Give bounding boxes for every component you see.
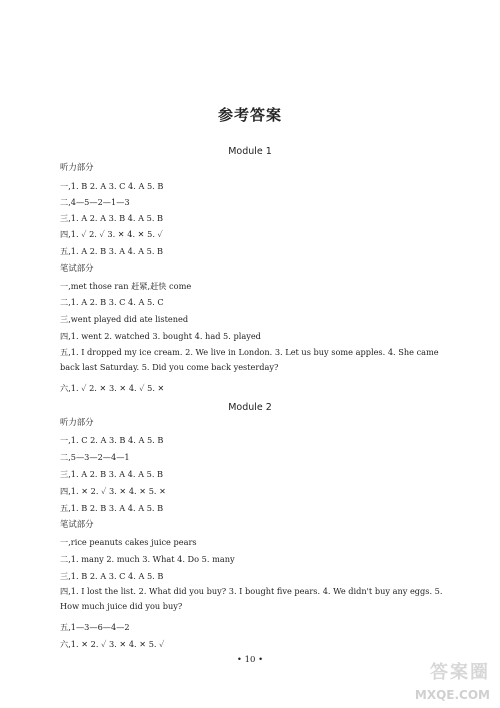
watermark-logo xyxy=(378,658,490,702)
m2-writing-4: 四,1. I lost the list. 2. What did you buy? 3. I bought five pears. 4. We didn't buy any eggs. 5. How much juice did you buy? xyxy=(60,586,443,611)
m2-writing-3: 三,1. B 2. A 3. C 4. A 5. B xyxy=(60,571,164,581)
m2-writing-2: 二,1. many 2. much 3. What 4. Do 5. many xyxy=(60,554,235,564)
m2-writing-5: 五,1—3—6—4—2 xyxy=(60,622,130,632)
m1-writing-4: 四,1. went 2. watched 3. bought 4. had 5. played xyxy=(60,331,261,341)
m2-listening-1: 一,1. C 2. A 3. B 4. A 5. B xyxy=(60,435,164,445)
m1-writing-heading: 笔试部分 xyxy=(60,263,94,273)
module-2-heading: Module 2 xyxy=(228,402,272,413)
m1-listening-2: 二,4—5—2—1—3 xyxy=(60,197,130,207)
m2-writing-heading: 笔试部分 xyxy=(60,519,94,529)
m2-listening-3: 三,1. A 2. B 3. A 4. A 5. B xyxy=(60,469,164,479)
m2-writing-6: 六,1. ✕ 2. ✓ 3. ✕ 4. ✕ 5. ✓ xyxy=(60,639,165,649)
m2-listening-2: 二,5—3—2—4—1 xyxy=(60,452,130,462)
m1-listening-4: 四,1. ✓ 2. ✓ 3. ✕ 4. ✕ 5. ✓ xyxy=(60,229,163,239)
m1-writing-3: 三,went played did ate listened xyxy=(60,314,189,324)
m2-listening-5: 五,1. B 2. B 3. A 4. A 5. B xyxy=(60,503,164,513)
m2-listening-heading: 听力部分 xyxy=(60,417,94,427)
module-1-heading: Module 1 xyxy=(228,146,272,157)
m1-listening-1: 一,1. B 2. A 3. C 4. A 5. B xyxy=(60,181,164,191)
page-number: • 10 • xyxy=(236,655,264,665)
m1-writing-1: 一,met those ran 赶紧,赶快 come xyxy=(60,281,192,291)
m1-writing-5: 五,1. I dropped my ice cream. 2. We live in London. 3. Let us buy some apples. 4. She came back last Saturday. 5. Did you come back yesterday? xyxy=(60,347,439,372)
m1-listening-heading: 听力部分 xyxy=(60,162,94,172)
m2-listening-4: 四,1. ✕ 2. ✓ 3. ✕ 4. ✕ 5. ✕ xyxy=(60,486,166,496)
watermark-brand: 答案圈 xyxy=(430,662,490,683)
page-title: 参考答案 xyxy=(217,106,282,124)
m2-writing-1: 一,rice peanuts cakes juice pears xyxy=(60,537,197,547)
watermark-url: MXQE.COM xyxy=(414,688,490,702)
m1-writing-6: 六,1. ✓ 2. ✕ 3. ✕ 4. ✓ 5. ✕ xyxy=(60,383,165,393)
m1-writing-2: 二,1. A 2. B 3. C 4. A 5. C xyxy=(60,297,164,307)
m1-listening-3: 三,1. A 2. A 3. B 4. A 5. B xyxy=(60,213,164,223)
m1-listening-5: 五,1. A 2. B 3. A 4. A 5. B xyxy=(60,246,164,256)
